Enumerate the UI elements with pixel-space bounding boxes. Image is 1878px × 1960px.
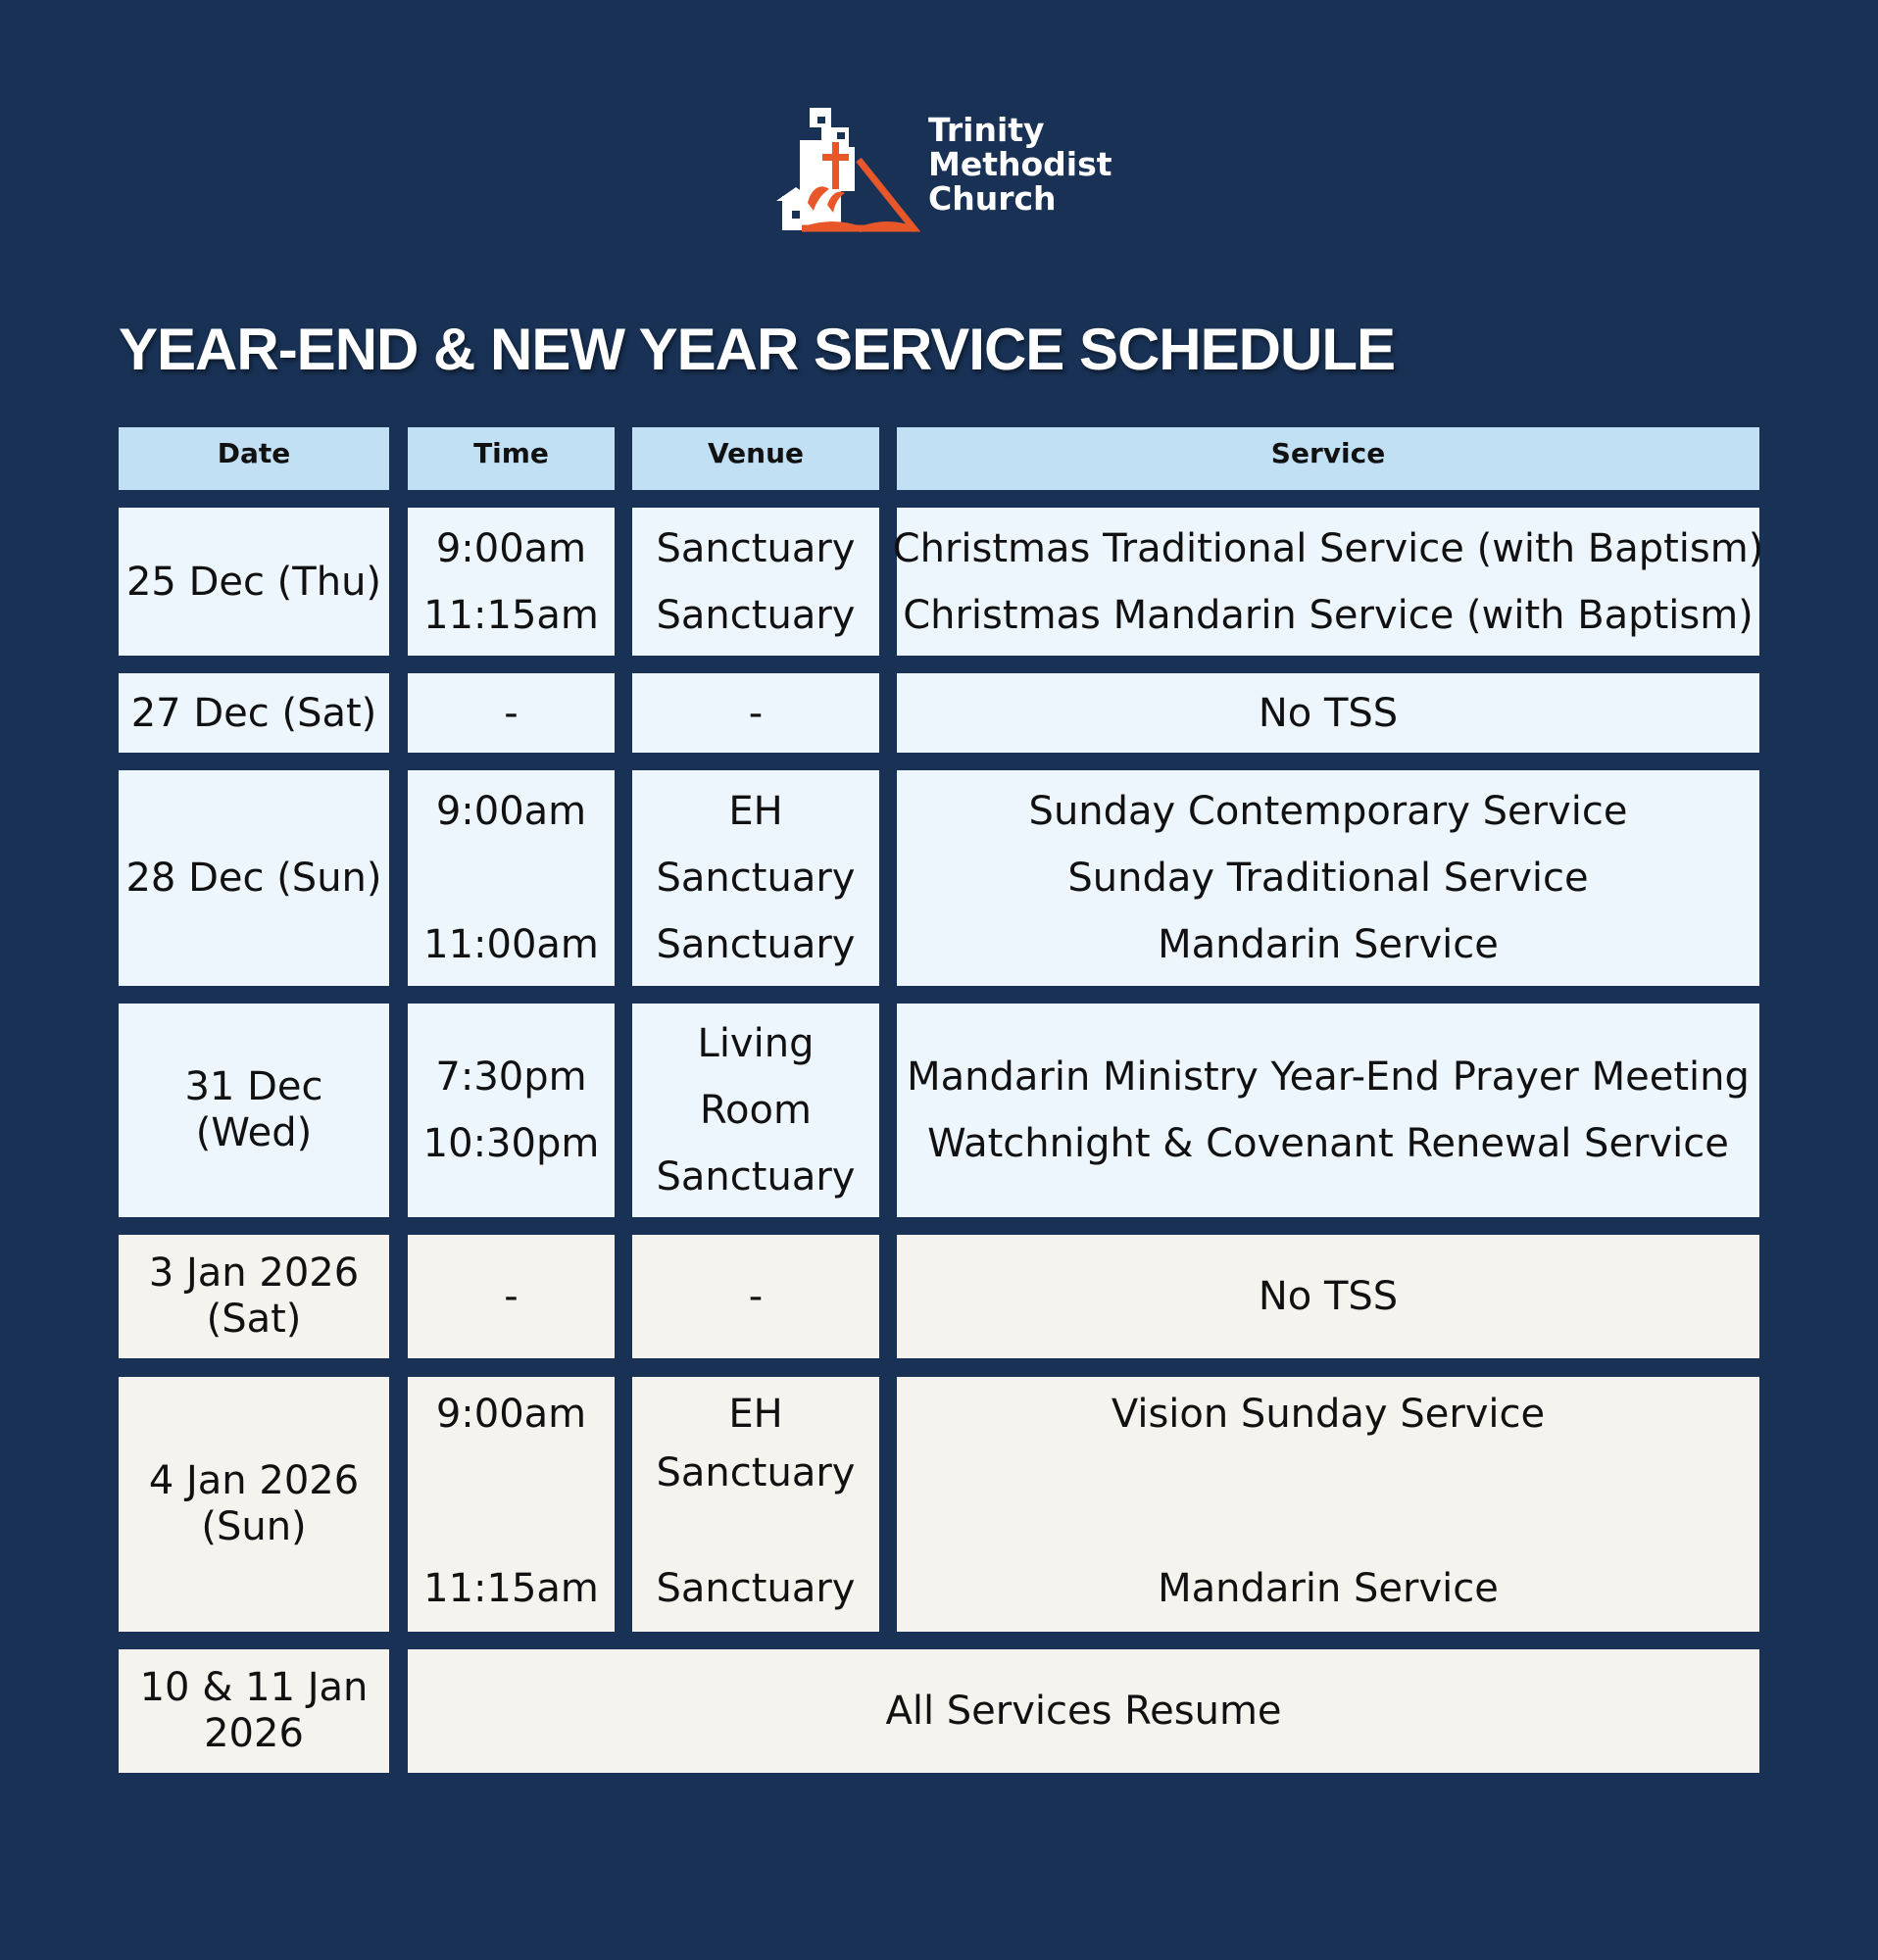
date-text: (Sun) bbox=[201, 1504, 307, 1549]
venue-text: - bbox=[748, 1274, 764, 1319]
venue-text: Sanctuary bbox=[656, 525, 856, 571]
header-date: Date bbox=[119, 427, 389, 490]
time-text: 9:00am bbox=[435, 789, 587, 834]
table-row-venue bbox=[632, 508, 879, 656]
date-text: (Sat) bbox=[206, 1297, 302, 1342]
church-name-line3: Church bbox=[928, 179, 1057, 218]
table-row-time bbox=[408, 673, 615, 753]
church-name bbox=[928, 113, 1112, 216]
table-row-service bbox=[897, 770, 1759, 986]
time-text: 10:30pm bbox=[422, 1121, 600, 1166]
venue-text: Sanctuary bbox=[656, 856, 856, 901]
date-text: 25 Dec (Thu) bbox=[125, 559, 382, 605]
table-row-venue bbox=[632, 770, 879, 986]
table-row-service bbox=[892, 508, 1764, 656]
time-text: - bbox=[504, 690, 519, 736]
page-title: YEAR-END & NEW YEAR SERVICE SCHEDULE bbox=[119, 317, 1395, 382]
table-row-service bbox=[897, 1235, 1759, 1358]
venue-text: - bbox=[748, 690, 764, 736]
venue-text: Sanctuary bbox=[656, 922, 856, 967]
church-name-line1: Trinity bbox=[928, 111, 1045, 149]
table-row-time bbox=[408, 1004, 615, 1217]
service-text: No TSS bbox=[1258, 1274, 1399, 1319]
header-time: Time bbox=[408, 427, 615, 490]
table-row-time bbox=[408, 770, 615, 986]
date-text: (Wed) bbox=[195, 1110, 313, 1155]
service-text: No TSS bbox=[1258, 690, 1399, 736]
header-service: Service bbox=[897, 427, 1759, 490]
table-row-time bbox=[408, 1235, 615, 1358]
table-row-date bbox=[119, 508, 389, 656]
date-text: 3 Jan 2026 bbox=[148, 1250, 360, 1296]
service-text: Sunday Contemporary Service bbox=[1028, 789, 1628, 834]
date-text: 28 Dec (Sun) bbox=[125, 856, 382, 901]
table-row-date bbox=[119, 1235, 389, 1358]
time-text: 11:15am bbox=[423, 592, 599, 638]
service-text: Watchnight & Covenant Renewal Service bbox=[927, 1121, 1729, 1166]
table-row-service bbox=[897, 1004, 1759, 1217]
venue-text: Room bbox=[700, 1088, 812, 1133]
venue-text: Living bbox=[697, 1021, 815, 1066]
service-text: Vision Sunday Service bbox=[1111, 1392, 1546, 1437]
time-text: 7:30pm bbox=[435, 1054, 587, 1100]
merged-text: All Services Resume bbox=[885, 1689, 1282, 1734]
table-row-merged bbox=[408, 1649, 1759, 1773]
venue-text: Sanctuary bbox=[656, 592, 856, 638]
church-name-line2: Methodist bbox=[928, 145, 1112, 183]
service-text: Christmas Traditional Service (with Baptism) bbox=[892, 525, 1764, 571]
table-row-time bbox=[408, 508, 615, 656]
venue-text: Sanctuary bbox=[656, 1566, 856, 1611]
time-text: 9:00am bbox=[435, 525, 587, 571]
header-venue: Venue bbox=[632, 427, 879, 490]
service-text: Mandarin Service bbox=[1158, 1566, 1499, 1611]
table-row-service bbox=[897, 1377, 1759, 1632]
service-text: Sunday Traditional Service bbox=[1067, 856, 1589, 901]
table-row-date bbox=[119, 770, 389, 986]
table-row-date bbox=[119, 673, 389, 753]
service-text: Mandarin Service bbox=[1158, 922, 1499, 967]
time-text: 11:00am bbox=[423, 922, 599, 967]
table-row-venue bbox=[632, 1004, 879, 1217]
church-cross-bible-icon bbox=[774, 103, 921, 235]
date-text: 2026 bbox=[204, 1711, 304, 1756]
time-text: - bbox=[504, 1274, 519, 1319]
table-row-venue bbox=[632, 1377, 879, 1632]
venue-text: Sanctuary bbox=[656, 1450, 856, 1495]
table-row-venue bbox=[632, 673, 879, 753]
service-text: Christmas Mandarin Service (with Baptism) bbox=[903, 592, 1754, 638]
time-text: 11:15am bbox=[423, 1566, 599, 1611]
table-row-date bbox=[119, 1649, 389, 1773]
date-text: 4 Jan 2026 bbox=[148, 1458, 360, 1503]
service-text: Mandarin Ministry Year-End Prayer Meeting bbox=[907, 1054, 1750, 1100]
date-text: 27 Dec (Sat) bbox=[130, 690, 377, 736]
table-row-date bbox=[119, 1004, 389, 1217]
date-text: 10 & 11 Jan bbox=[139, 1665, 369, 1710]
venue-text: Sanctuary bbox=[656, 1154, 856, 1200]
table-row-service bbox=[897, 673, 1759, 753]
venue-text: EH bbox=[728, 789, 783, 834]
date-text: 31 Dec bbox=[184, 1064, 323, 1109]
church-logo bbox=[774, 103, 1127, 235]
table-row-time bbox=[408, 1377, 615, 1632]
table-row-venue bbox=[632, 1235, 879, 1358]
venue-text: EH bbox=[728, 1392, 783, 1437]
time-text: 9:00am bbox=[435, 1392, 587, 1437]
table-row-date bbox=[119, 1377, 389, 1632]
